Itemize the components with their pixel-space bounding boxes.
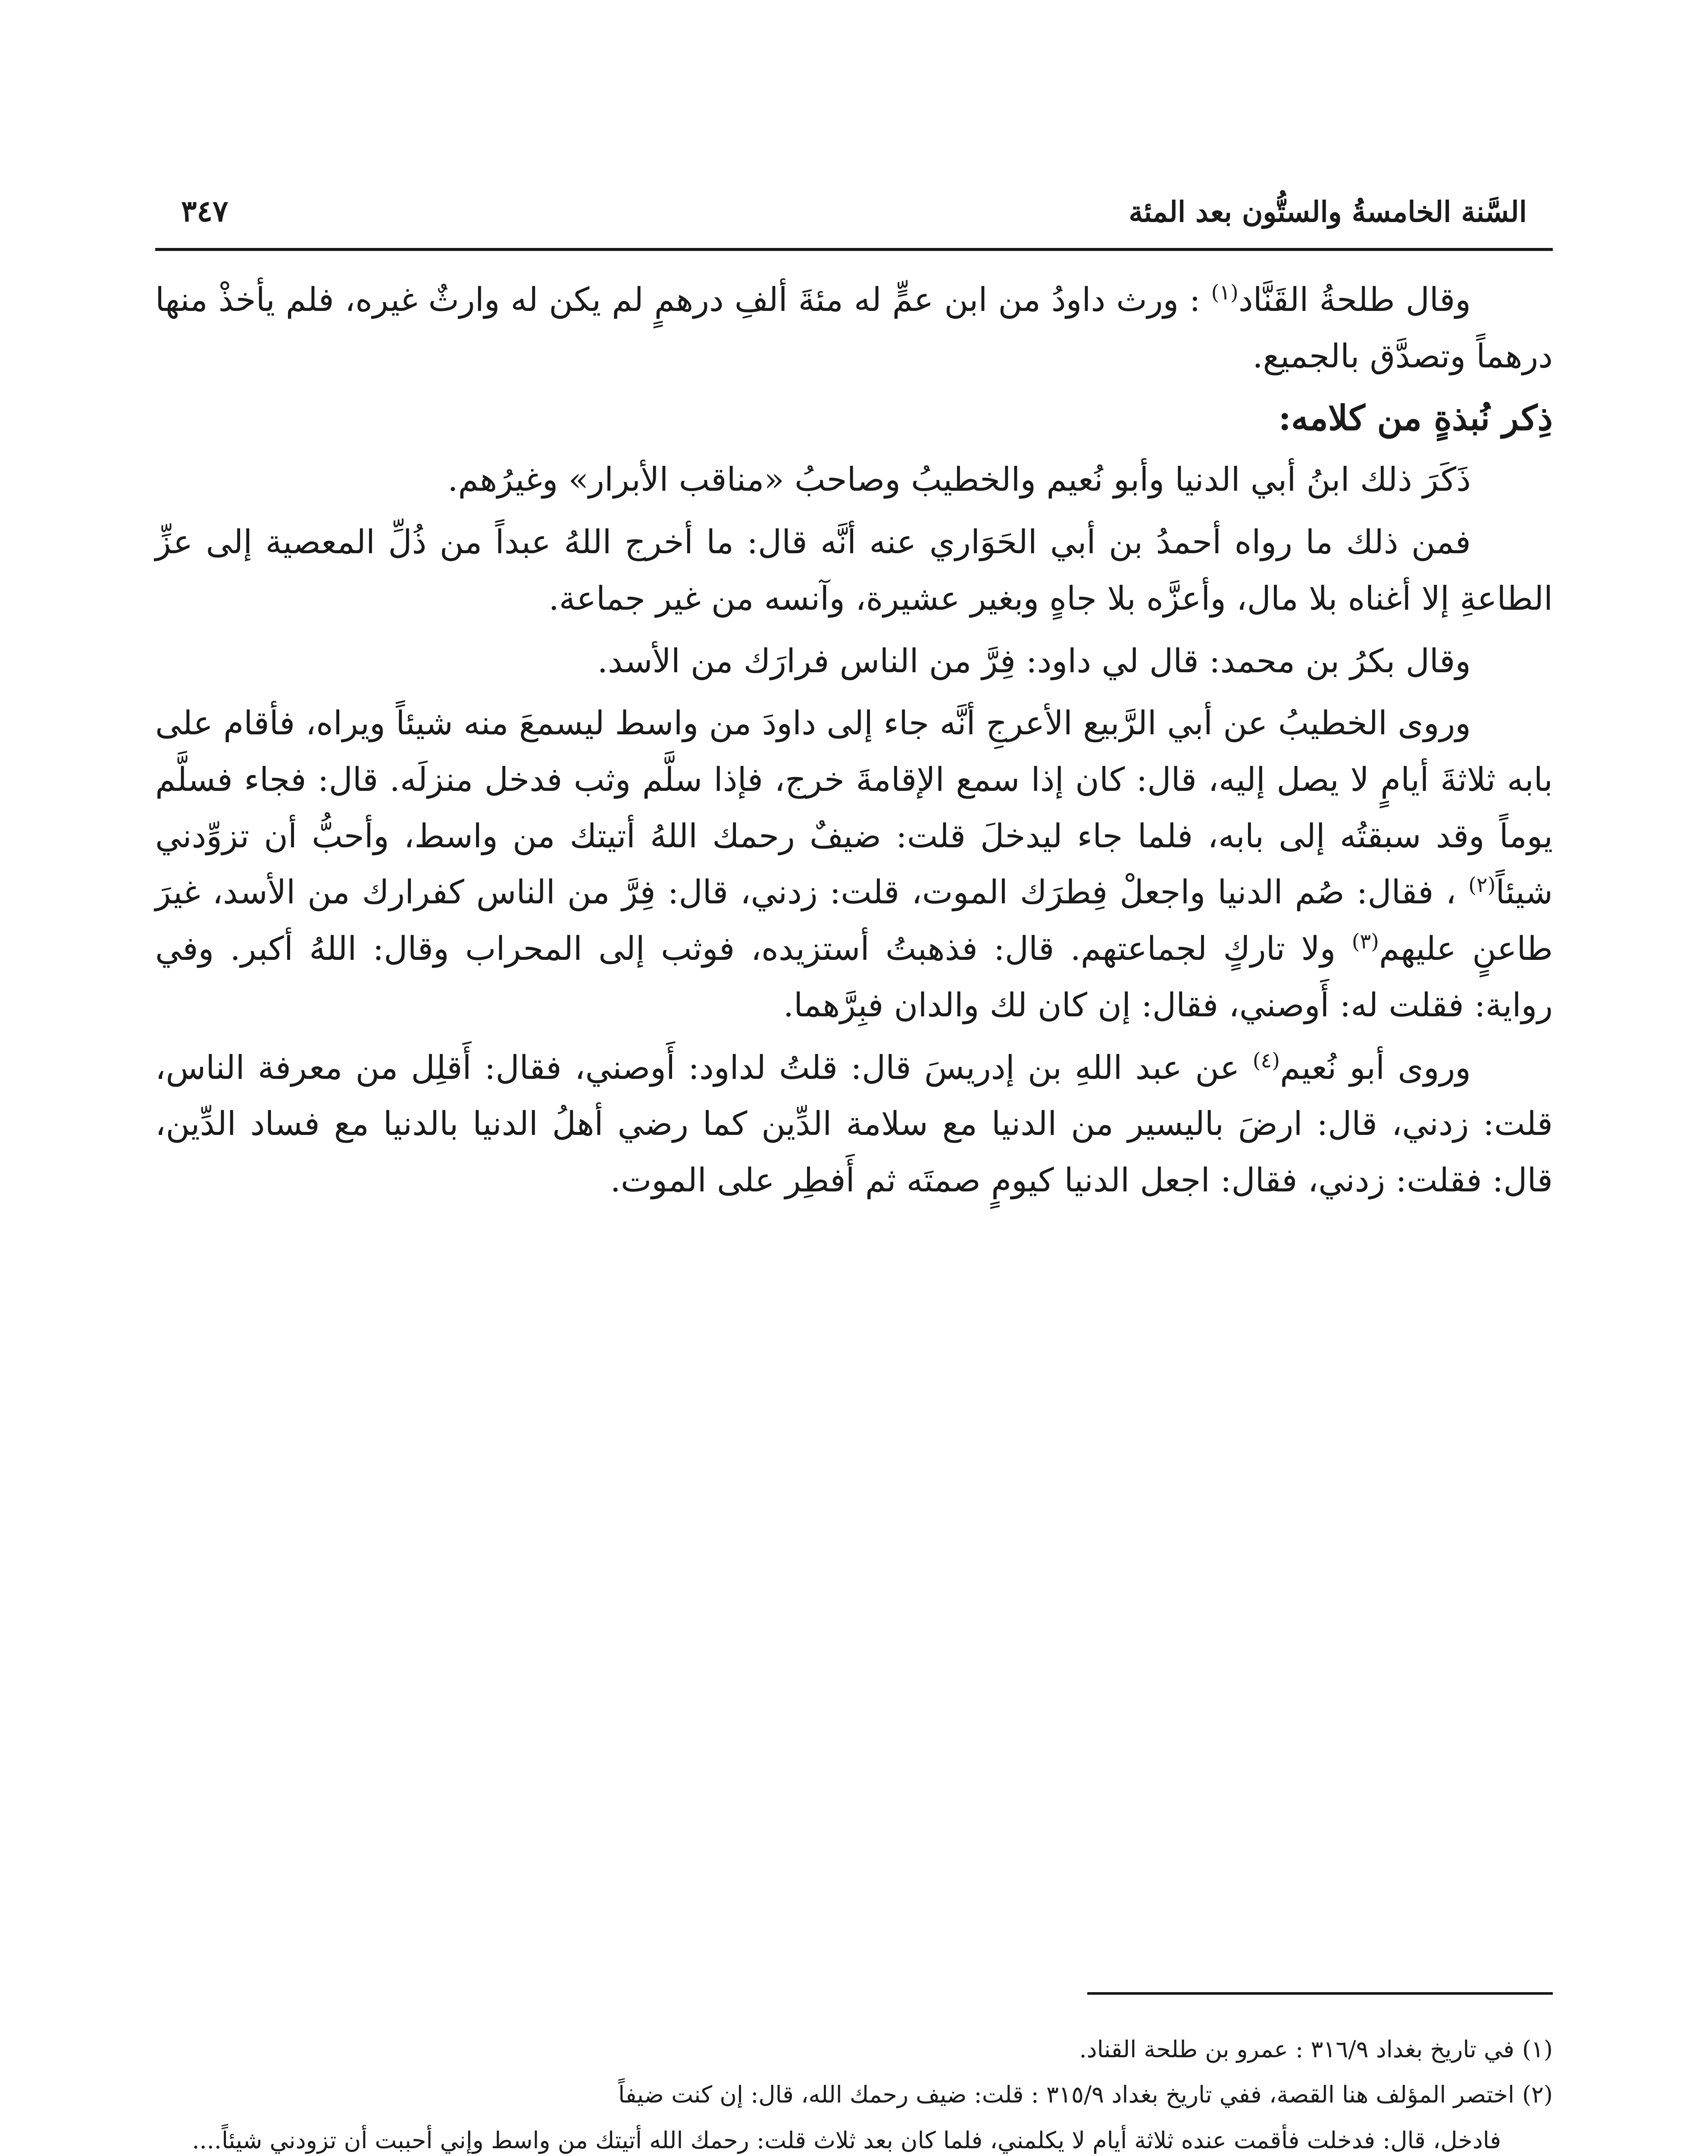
footnote-1: (١)في تاريخ بغداد ٣١٦/٩ : عمرو بن طلحة القناد. [1079, 2036, 1553, 2063]
page-number: ٣٤٧ [181, 194, 228, 229]
footnote-ref-3: (٣) [1351, 929, 1379, 954]
running-title: السَّنة الخامسةُ والستُّون بعد المئة [1129, 195, 1527, 229]
paragraph-2: ذَكَرَ ذلك ابنُ أبي الدنيا وأبو نُعيم والخطيبُ وصاحبُ «مناقب الأبرار» وغيرُهم. [447, 460, 1471, 499]
footnote-divider [1087, 1992, 1553, 1995]
paragraph-1: وقال طلحةُ القَنَّاد$^{(١)}$ : ورث داودُ من ابن عمٍّ له مئةَ ألفِ درهمٍ لم يكن له وارثٌ غيره، فلم يأخذْ منها درهماً وتصدَّق بالجميع. [155, 280, 1553, 375]
footnote-ref-4: (٤) [1252, 1048, 1280, 1073]
footnote-2: (٢)اختصر المؤلف هنا القصة، ففي تاريخ بغداد ٣١٥/٩ : قلت: ضيف رحمك الله، قال: إن كنت ضيفاً فادخل، قال: فدخلت فأقمت عنده ثلاثة أيام لا يكلمني، فلما كان بعد ثلاث قلت: رحمك الله أتيتك من واسط وإني أحببت أن تزودني شيئاً.... [192, 2081, 1553, 2154]
footnote-ref-1: (١) [1211, 280, 1239, 305]
header-divider [155, 248, 1553, 251]
section-heading: ذِكر نُبذةٍ من كلامه: [1278, 398, 1553, 439]
paragraph-4: وقال بكرُ بن محمد: قال لي داود: فِرَّ من الناس فرارَك من الأسد. [597, 641, 1471, 680]
paragraph-5: وروى الخطيبُ عن أبي الرَّبيع الأعرجِ أنَّه جاء إلى داودَ من واسط ليسمعَ منه شيئاً ويراه، فأقام على بابه ثلاثةَ أيامٍ لا يصل إليه، قال: كان إذا سمع الإقامةَ خرج، فإذا سلَّم وثب فدخل منزلَه. قال: فجاء فسلَّم يوماً وقد سبقتُه إلى بابه، فلما جاء ليدخلَ قلت: ضيفٌ رحمك اللهُ أتيتك من واسط، وأحبُّ أن تزوِّدني شيئاً$^{(٢)}$ ، فقال: صُم الدنيا واجعلْ فِطرَك الموت، قلت: زدني، قال: فِرَّ من الناس كفرارك من الأسد، غيرَ طاعنٍ عليهم$^{(٣)}$ ولا تاركٍ لجماعتهم. قال: فذهبتُ أستزيده، فوثب إلى المحراب وقال: اللهُ أكبر. وفي رواية: فقلت له: أَوصني، فقال: إن كان لك والدان فبِرَّهما. [155, 704, 1553, 1024]
main-text [155, 272, 1553, 1215]
footnotes [155, 2027, 1553, 2156]
page-header [181, 155, 1527, 229]
paragraph-6: وروى أبو نُعيم$^{(٤)}$ عن عبد اللهِ بن إدريسَ قال: قلتُ لداود: أَوصني، فقال: أَقلِل من معرفة الناس، قلت: زدني، قال: ارضَ باليسير من الدنيا مع سلامة الدِّين كما رضي أهلُ الدنيا بالدنيا مع فساد الدِّين، قال: فقلت: زدني، فقال: اجعل الدنيا كيومٍ صمتَه ثم أَفطِر على الموت. [155, 1048, 1553, 1200]
footnote-ref-2: (٢) [1468, 873, 1496, 898]
paragraph-3: فمن ذلك ما رواه أحمدُ بن أبي الحَوَاري عنه أنَّه قال: ما أخرج اللهُ عبداً من ذُلِّ المعصية إلى عزِّ الطاعةِ إلا أغناه بلا مال، وأعزَّه بلا جاهٍ وبغير عشيرة، وآنسه من غير جماعة. [155, 523, 1553, 617]
